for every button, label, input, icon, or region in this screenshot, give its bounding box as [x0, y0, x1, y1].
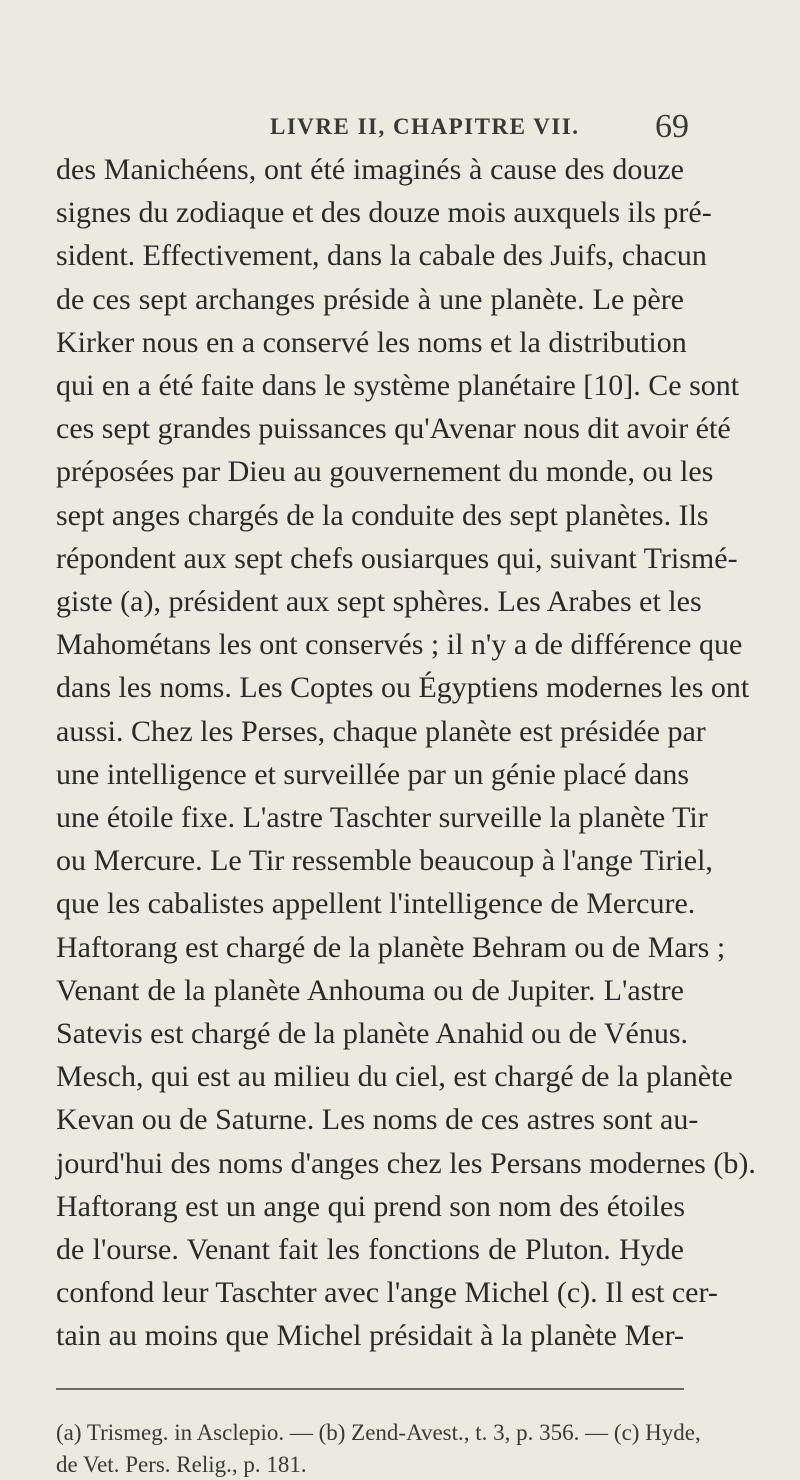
footnote-line: de Vet. Pers. Relig., p. 181. — [56, 1451, 307, 1477]
text-line: préposées par Dieu au gouvernement du monde, ou les — [56, 455, 714, 489]
text-line: Haftorang est chargé de la planète Behram ou de Mars ; — [56, 930, 726, 964]
text-line: signes du zodiaque et des douze mois auxquels ils pré- — [56, 196, 712, 230]
text-line: Mahométans les ont conservés ; il n'y a de différence que — [56, 628, 743, 662]
text-line: aussi. Chez les Perses, chaque planète est présidée par — [56, 714, 706, 748]
text-line: ces sept grandes puissances qu'Avenar nous dit avoir été — [56, 412, 731, 446]
text-line: des Manichéens, ont été imaginés à cause des douze — [56, 153, 684, 186]
text-line: sept anges chargés de la conduite des sept planètes. Ils — [56, 498, 709, 532]
page-number: 69 — [655, 108, 689, 145]
text-line: une intelligence et surveillée par un génie placé dans — [56, 757, 690, 791]
text-line: de ces sept archanges préside à une planète. Le père — [56, 282, 684, 316]
text-line: Venant de la planète Anhouma ou de Jupiter. L'astre — [56, 973, 684, 1007]
text-line: ou Mercure. Le Tir ressemble beaucoup à l'ange Tiriel, — [56, 844, 713, 878]
text-line: Satevis est chargé de la planète Anahid ou de Vénus. — [56, 1017, 689, 1050]
text-line: une étoile fixe. L'astre Taschter surveille la planète Tir — [56, 801, 708, 834]
footnote-rule — [56, 1388, 684, 1390]
text-line: dans les noms. Les Coptes ou Égyptiens modernes les ont — [56, 671, 750, 705]
text-line: confond leur Taschter avec l'ange Michel (c). Il est cer- — [56, 1276, 718, 1310]
text-line: Mesch, qui est au milieu du ciel, est chargé de la planète — [56, 1060, 733, 1094]
running-head-title: LIVRE II, CHAPITRE VII. — [270, 114, 580, 139]
text-line: sident. Effectivement, dans la cabale des Juifs, chacun — [56, 239, 707, 273]
text-line: que les cabalistes appellent l'intelligence de Mercure. — [56, 887, 696, 921]
text-line: de l'ourse. Venant fait les fonctions de Pluton. Hyde — [56, 1233, 684, 1266]
text-line: giste (a), président aux sept sphères. Les Arabes et les — [56, 585, 702, 618]
text-line: Kevan ou de Saturne. Les noms de ces astres sont au- — [56, 1103, 699, 1137]
footnote-line: (a) Trismeg. in Asclepio. — (b) Zend-Avest., t. 3, p. 356. — (c) Hyde, — [56, 1419, 701, 1445]
text-line: Kirker nous en a conservé les noms et la distribution — [56, 325, 687, 359]
text-line: qui en a été faite dans le système planétaire [10]. Ce sont — [56, 369, 740, 402]
text-line: jourd'hui des noms d'anges chez les Persans modernes (b). — [56, 1146, 756, 1180]
text-line: répondent aux sept chefs ousiarques qui, suivant Trismé- — [56, 541, 738, 575]
text-line: tain au moins que Michel présidait à la planète Mer- — [56, 1319, 684, 1353]
text-line: Haftorang est un ange qui prend son nom des étoiles — [56, 1189, 686, 1223]
